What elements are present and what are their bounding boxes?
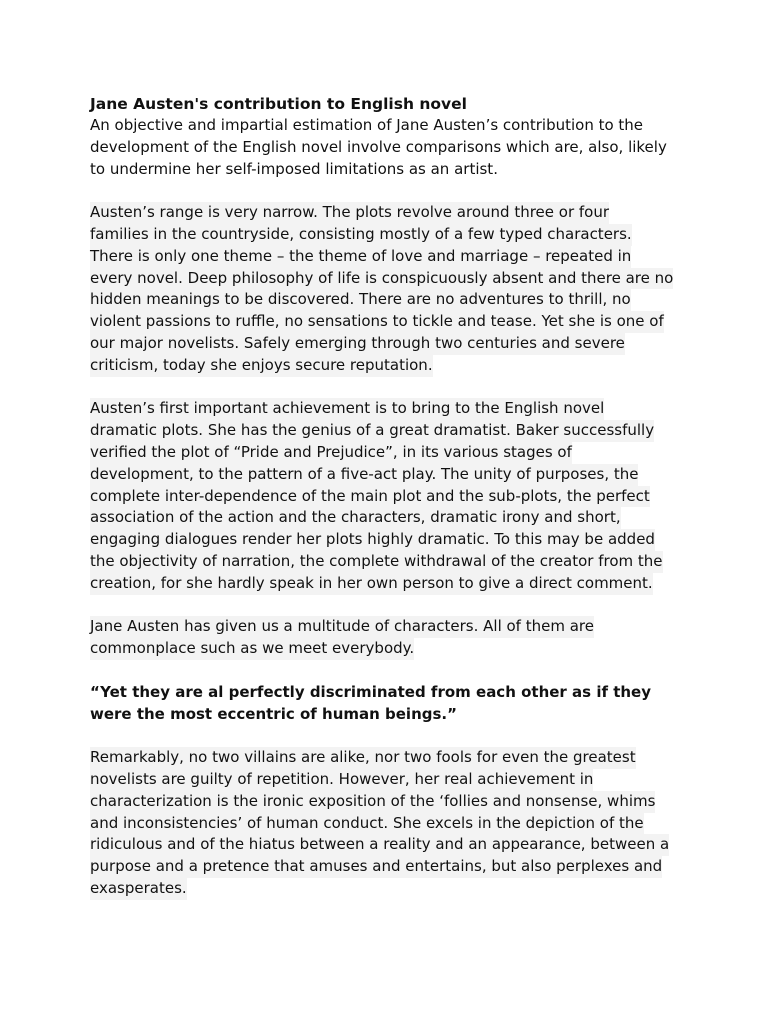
text-line: Austen’s range is very narrow. The plots revolve around three or four — [90, 202, 609, 224]
document-title: Jane Austen's contribution to English novel — [90, 95, 467, 113]
text-line: verified the plot of “Pride and Prejudice”, in its various stages of — [90, 442, 572, 464]
paragraph-characterization — [90, 747, 690, 900]
text-line: novelists are guilty of repetition. However, her real achievement in — [90, 769, 593, 791]
block-quote — [90, 682, 690, 726]
paragraph-gap — [90, 180, 690, 202]
text-line: commonplace such as we meet everybody. — [90, 638, 414, 660]
paragraph-gap — [90, 595, 690, 617]
text-line: development, to the pattern of a five-act play. The unity of purposes, the — [90, 464, 638, 486]
text-line: every novel. Deep philosophy of life is conspicuously absent and there are no — [90, 268, 673, 290]
quote-line: “Yet they are al perfectly discriminated from each other as if they — [90, 682, 652, 701]
text-line: characterization is the ironic exposition of the ‘follies and nonsense, whims — [90, 791, 655, 813]
text-line: exasperates. — [90, 878, 187, 900]
text-line: Jane Austen has given us a multitude of characters. All of them are — [90, 616, 594, 638]
text-line: Remarkably, no two villains are alike, nor two fools for even the greatest — [90, 747, 636, 769]
document-page — [90, 94, 690, 900]
text-line: engaging dialogues render her plots highly dramatic. To this may be added — [90, 529, 655, 551]
quote-line: were the most eccentric of human beings.” — [90, 704, 457, 723]
text-line: complete inter-dependence of the main plot and the sub-plots, the perfect — [90, 486, 650, 508]
text-line: ridiculous and of the hiatus between a reality and an appearance, between a — [90, 834, 669, 856]
text-line: An objective and impartial estimation of Jane Austen’s contribution to the — [90, 116, 644, 134]
text-line: development of the English novel involve comparisons which are, also, likely — [90, 137, 667, 156]
text-line: association of the action and the characters, dramatic irony and short, — [90, 507, 621, 529]
text-line: violent passions to ruffle, no sensations to tickle and tease. Yet she is one of — [90, 311, 664, 333]
text-line: families in the countryside, consisting mostly of a few typed characters. — [90, 224, 632, 246]
text-line: the objectivity of narration, the complete withdrawal of the creator from the — [90, 551, 663, 573]
text-line: hidden meanings to be discovered. There are no adventures to thrill, no — [90, 289, 631, 311]
text-line: criticism, today she enjoys secure reputation. — [90, 355, 433, 377]
text-line: to undermine her self-imposed limitations as an artist. — [90, 159, 498, 178]
text-line: and inconsistencies’ of human conduct. She excels in the depiction of the — [90, 813, 644, 835]
text-line: creation, for she hardly speak in her own person to give a direct comment. — [90, 573, 653, 595]
paragraph-dramatic-plots — [90, 398, 690, 594]
paragraph-range — [90, 202, 690, 376]
text-line: dramatic plots. She has the genius of a great dramatist. Baker successfully — [90, 420, 654, 442]
text-line: Austen’s first important achievement is to bring to the English novel — [90, 398, 604, 420]
paragraph-gap — [90, 725, 690, 747]
paragraph-gap — [90, 377, 690, 399]
text-line: our major novelists. Safely emerging through two centuries and severe — [90, 333, 625, 355]
paragraph-characters — [90, 616, 690, 660]
paragraph-gap — [90, 660, 690, 682]
text-line: There is only one theme – the theme of love and marriage – repeated in — [90, 246, 631, 268]
paragraph-intro — [90, 115, 690, 180]
text-line: purpose and a pretence that amuses and entertains, but also perplexes and — [90, 856, 662, 878]
